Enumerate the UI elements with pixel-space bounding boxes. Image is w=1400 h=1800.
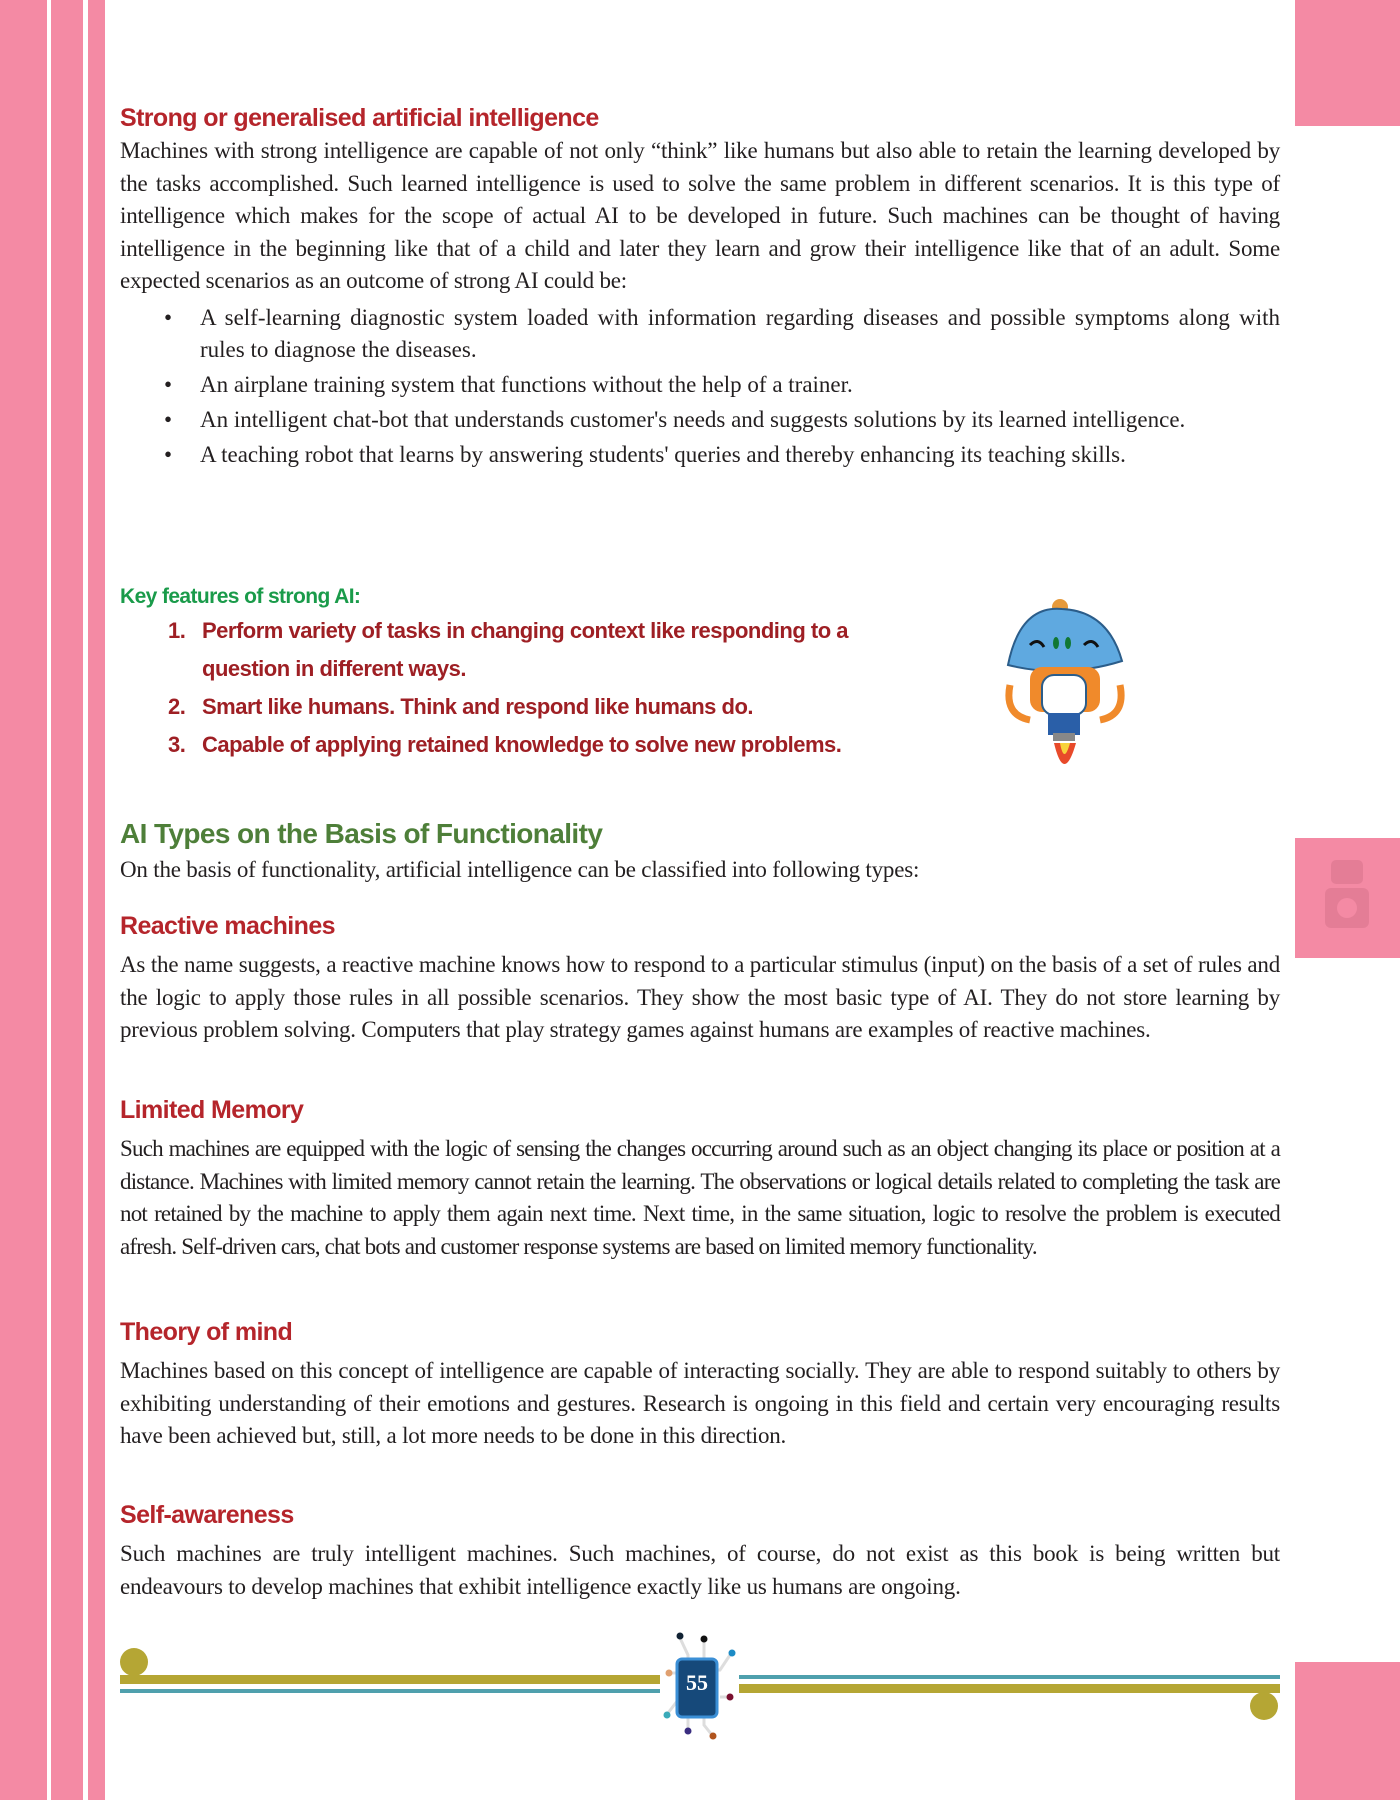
- footer-line: [120, 1689, 660, 1693]
- item-text: Perform variety of tasks in changing context like responding to a question in different ways.: [202, 618, 848, 681]
- intro-paragraph: On the basis of functionality, artificial intelligence can be classified into following types:: [120, 857, 920, 882]
- subsection-heading: Self-awareness: [120, 1501, 294, 1529]
- right-page-tab: [1295, 1662, 1400, 1800]
- item-text: Capable of applying retained knowledge to solve new problems.: [202, 732, 842, 757]
- list-item-text: A teaching robot that learns by answering students' queries and thereby enhancing its teaching skills.: [200, 441, 1126, 467]
- right-page-tab: [1295, 838, 1400, 958]
- key-features-heading: Key features of strong AI:: [120, 585, 361, 608]
- left-border-stripe: [0, 0, 47, 1800]
- type-theory-of-mind: [120, 1315, 1280, 1453]
- paragraph: Machines based on this concept of intelligence are capable of interacting socially. They are able to respond suitably to others by exhibiting understanding of their emotions and gestures. Research is ongoing in this field and certain very encouraging results have been achieved but, still, a lot more needs to be done in this direction.: [120, 1358, 1280, 1448]
- list-item: [164, 302, 1280, 366]
- page-number: 55: [686, 1670, 708, 1695]
- list-item-text: An airplane training system that functions without the help of a trainer.: [200, 371, 853, 397]
- robot-icon: [1295, 838, 1400, 958]
- list-item: [164, 439, 1280, 471]
- item-number: 2.: [168, 694, 186, 719]
- bullet-icon: •: [164, 371, 173, 397]
- list-item: [164, 369, 1280, 401]
- list-item-text: An intelligent chat-bot that understands customer's needs and suggests solutions by its learned intelligence.: [200, 406, 1186, 432]
- item-number: 1.: [168, 618, 186, 643]
- paragraph: As the name suggests, a reactive machine knows how to respond to a particular stimulus (input) on the basis of a set of rules and the logic to apply those rules in all possible scenarios. They show the most basic type of AI. They do not store learning by previous problem solving. Computers that play strategy games against humans are examples of reactive machines.: [120, 952, 1280, 1042]
- key-feature-item: [168, 688, 888, 726]
- key-features-list: [120, 612, 888, 764]
- bullet-list: [120, 302, 1280, 471]
- subsection-heading: Reactive machines: [120, 912, 335, 940]
- left-border-stripe: [51, 0, 83, 1800]
- item-number: 3.: [168, 732, 186, 757]
- paragraph: Such machines are equipped with the logic of sensing the changes occurring around such as an object changing its place or position at a distance. Machines with limited memory cannot retain the learning. The observations or logical details related to completing the task are not retained by the machine to apply them again next time. Next time, in the same situation, logic to resolve the problem is executed afresh. Self-driven cars, chat bots and customer response systems are based on limited memory functionality.: [120, 1136, 1280, 1259]
- robot-mascot-illustration: [1000, 595, 1135, 770]
- key-feature-item: [168, 726, 888, 764]
- strong-ai-section: [120, 101, 1280, 474]
- paragraph: Machines with strong intelligence are capable of not only “think” like humans but also able to retain the learning developed by the tasks accomplished. Such learned intelligence is used to solve the same problem in different scenarios. It is this type of intelligence which makes for the scope of actual AI to be developed in future. Such machines can be thought of having intelligence in the beginning like that of a child and later they learn and grow their intelligence like that of an adult. Some expected scenarios as an outcome of strong AI could be:: [120, 138, 1280, 293]
- footer-line: [120, 1675, 660, 1684]
- section-heading: AI Types on the Basis of Functionality: [120, 818, 603, 849]
- type-reactive: [120, 909, 1280, 1047]
- footer-dot: [1250, 1692, 1278, 1720]
- left-border-stripe: [88, 0, 105, 1800]
- key-feature-item: [168, 612, 888, 688]
- subsection-heading: Theory of mind: [120, 1318, 293, 1346]
- list-item: [164, 404, 1280, 436]
- type-limited-memory: [120, 1093, 1280, 1263]
- functionality-section: [120, 816, 1280, 887]
- subsection-heading: Limited Memory: [120, 1096, 304, 1124]
- footer-line: [739, 1684, 1280, 1693]
- section-heading: Strong or generalised artificial intelligence: [120, 104, 599, 132]
- right-page-tab: [1295, 0, 1400, 126]
- footer-dot: [120, 1648, 148, 1676]
- footer-line: [739, 1675, 1280, 1679]
- item-text: Smart like humans. Think and respond like humans do.: [202, 694, 754, 719]
- list-item-text: A self-learning diagnostic system loaded with information regarding diseases and possible symptoms along with rules to diagnose the diseases.: [200, 304, 1280, 362]
- bullet-icon: •: [164, 304, 173, 330]
- bullet-icon: •: [164, 406, 173, 432]
- paragraph: Such machines are truly intelligent machines. Such machines, of course, do not exist as this book is being written but endeavours to develop machines that exhibit intelligence exactly like us humans are ongoing.: [120, 1541, 1280, 1599]
- type-self-awareness: [120, 1498, 1280, 1603]
- bullet-icon: •: [164, 441, 173, 467]
